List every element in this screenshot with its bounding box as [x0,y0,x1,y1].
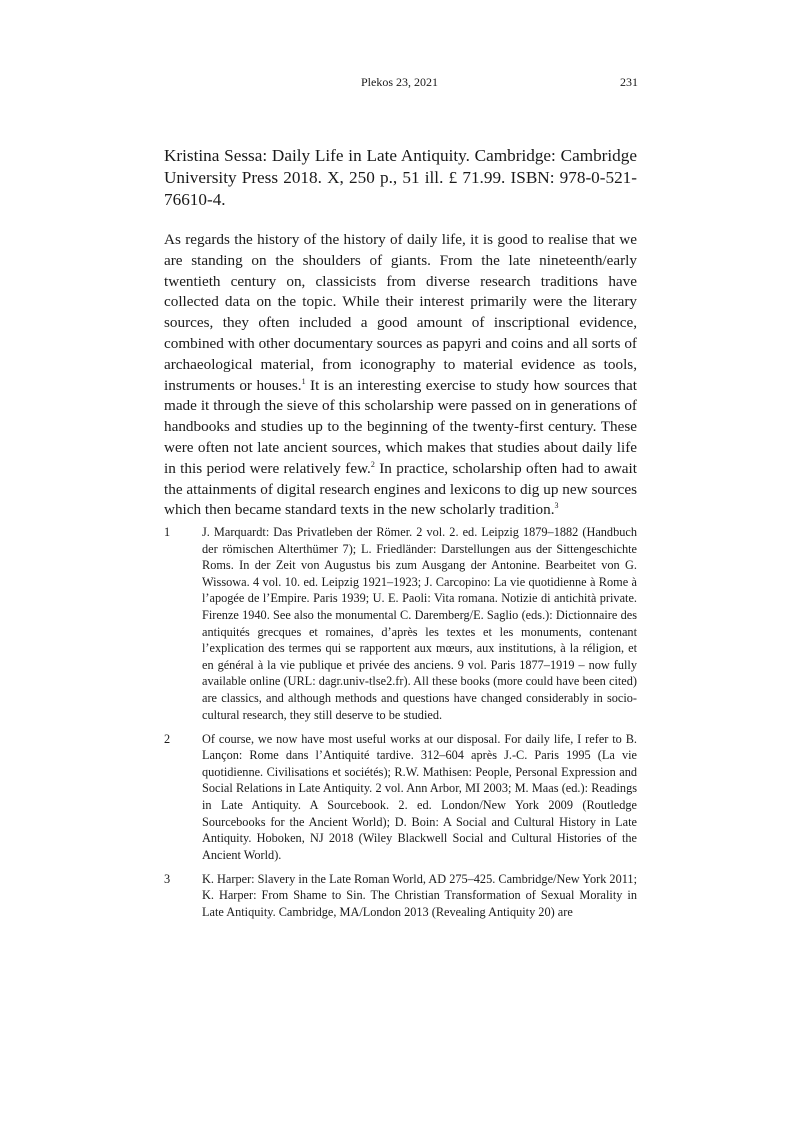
footnote-text: K. Harper: Slavery in the Late Roman World, AD 275–425. Cambridge/New York 2011; K. Harper: From Shame to Sin. The Christian Transformation of Sexual Morality in Late Antiquity. Cambridge, MA/London 2013 (Revealing Antiquity 20) are [202,871,637,920]
journal-citation: Plekos 23, 2021 [360,75,438,89]
body-text-part: In practice, scholarship often had to await the attainments of digital research engines and lexicons to dig up new sources which then became standard texts in the new scholarly tradition. [164,459,637,519]
footnote-ref-1[interactable]: 1 [301,376,306,386]
review-title: Kristina Sessa: Daily Life in Late Antiquity. Cambridge: Cambridge University Press 2018. X, 250 p., 51 ill. £ 71.99. ISBN: 978-0-521-76610-4. [164,146,637,209]
footnote-ref-3[interactable]: 3 [554,501,559,511]
footnote-number: 2 [164,731,171,746]
body-text-part: It is an interesting exercise to study how sources that made it through the sieve of this scholarship were passed on in generations of handbooks and studies up to the beginning of the twenty-first century. These were often not late ancient sources, which makes that studies about daily life in this period were relatively few. [164,376,637,477]
footnote [164,524,637,723]
footnote-text: Of course, we now have most useful works at our disposal. For daily life, I refer to B. Lançon: Rome dans l’Antiquité tardive. 312–604 après J.-C. Paris 1995 (La vie quotidienne. Civilisations et sociétés); R.W. Mathisen: People, Personal Expression and Social Relations in Late Antiquity. 2 vol. Ann Arbor, MI 2003; M. Maas (ed.): Readings in Late Antiquity. A Sourcebook. 2. ed. London/New York 2009 (Routledge Sourcebooks for the Ancient World); D. Boin: A Social and Cultural History in Late Antiquity. Hoboken, NJ 2018 (Wiley Blackwell Social and Cultural Histories of the Ancient World). [202,731,637,862]
body-paragraph [164,230,637,521]
footnotes [164,524,637,928]
running-head [0,75,799,91]
footnote [164,871,637,921]
footnote [164,731,637,864]
footnote-number: 3 [164,871,171,886]
footnote-text: J. Marquardt: Das Privatleben der Römer. 2 vol. 2. ed. Leipzig 1879–1882 (Handbuch der römischen Alterthümer 7); L. Friedländer: Darstellungen aus der Sittengeschichte Roms. In der Zeit von Augustus bis zum Ausgang der Antonine. Bearbeitet von G. Wissowa. 4 vol. 10. ed. Leipzig 1921–1923; J. Carcopino: La vie quotidienne à Rome à l’apogée de l’Empire. Paris 1939; U. E. Paoli: Vita romana. Notizie di antichità private. Firenze 1940. See also the monumental C. Daremberg/E. Saglio (eds.): Dictionnaire des antiquités grecques et romaines, d’après les textes et les monuments, contenant l’explication des termes qui se rapportent aux mœurs, aux institutions, à la réligion, et en général à la vie publique et privée des anciens. 9 vol. Paris 1877–1919 – now fully available online (URL: dagr.univ-tlse2.fr). All these books (more could have been cited) are classics, and although methods and questions have changed considerably in socio-cultural research, they still deserve to be studied. [202,525,637,722]
footnote-ref-2[interactable]: 2 [370,459,375,469]
page-number: 231 [620,75,638,89]
body-text-part: As regards the history of the history of daily life, it is good to realise that we are standing on the shoulders of giants. From the late nineteenth/early twentieth century on, classicists from diverse research traditions have collected data on the topic. While their interest primarily were the literary sources, they often included a good amount of inscriptional evidence, combined with other documentary sources as papyri and coins and all sorts of archaeological material, from iconography to material evidence as tools, instruments or houses. [164,231,637,394]
footnote-number: 1 [164,525,171,539]
